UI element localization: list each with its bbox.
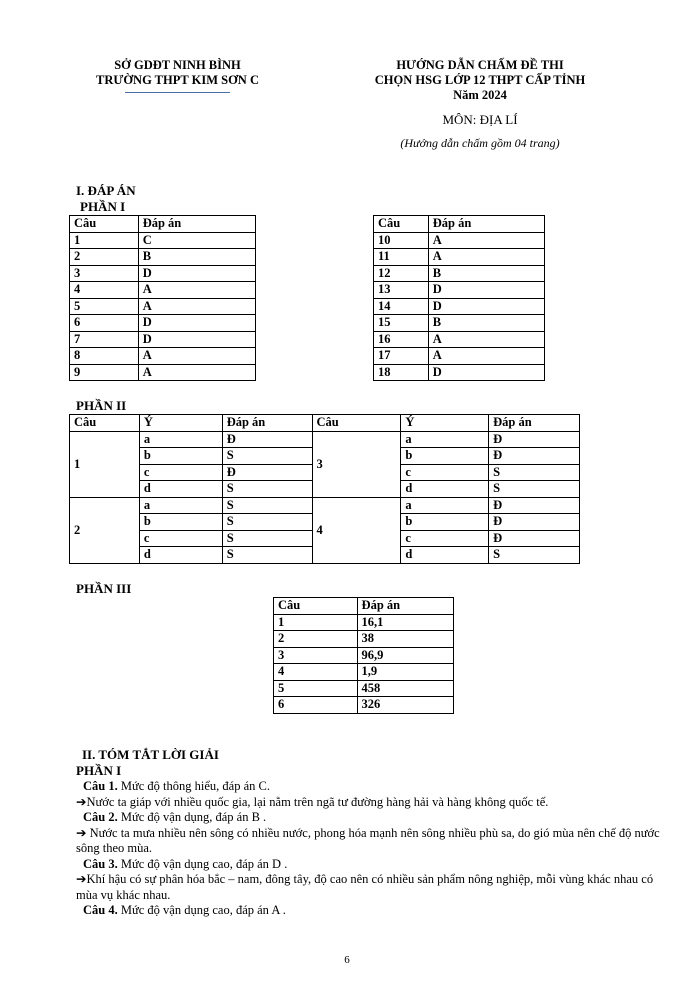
statement-letter: a — [401, 431, 489, 448]
answer-value: D — [428, 364, 544, 381]
answer-value: A — [138, 348, 255, 365]
section-1-title: I. ĐÁP ÁN — [76, 183, 136, 198]
question-number: 16 — [374, 331, 429, 348]
answer-value: B — [428, 265, 544, 282]
solution-text: Nước ta giáp với nhiều quốc gia, lại nằm trên ngã tư đường hàng hải và hàng không quốc tế. — [86, 794, 549, 809]
answer-value: 326 — [357, 697, 453, 714]
question-number: 13 — [374, 282, 429, 299]
statement-letter: a — [139, 497, 222, 514]
answer-value: Đ — [489, 448, 580, 465]
table-row — [274, 631, 454, 648]
answer-value: S — [222, 448, 312, 465]
answer-value: 1,9 — [357, 664, 453, 681]
answer-value: Đ — [489, 497, 580, 514]
table-row — [374, 249, 545, 266]
question-label: Câu 1. — [83, 779, 118, 793]
header-underline — [125, 92, 230, 93]
statement-letter: a — [401, 497, 489, 514]
question-number: 17 — [374, 348, 429, 365]
solution-question-line — [76, 903, 666, 919]
table-row — [70, 232, 256, 249]
answer-value: D — [428, 282, 544, 299]
answer-value: C — [138, 232, 255, 249]
col-header-y: Ý — [139, 415, 222, 432]
answer-value: S — [222, 530, 312, 547]
col-header-dap-an: Đáp án — [489, 415, 580, 432]
doc-title-line1: HƯỚNG DẪN CHẤM ĐỀ THI — [396, 58, 564, 72]
question-number: 7 — [70, 331, 139, 348]
question-number: 6 — [274, 697, 358, 714]
question-number: 9 — [70, 364, 139, 381]
table-row — [70, 315, 256, 332]
col-header-cau: Câu — [312, 415, 401, 432]
page-number: 6 — [344, 954, 350, 966]
question-label: Câu 2. — [83, 810, 118, 824]
answer-value: S — [489, 464, 580, 481]
statement-letter: c — [139, 464, 222, 481]
col-header-y: Ý — [401, 415, 489, 432]
statement-letter: d — [401, 547, 489, 564]
table-row — [70, 431, 580, 448]
question-number: 10 — [374, 232, 429, 249]
question-number: 1 — [70, 232, 139, 249]
solution-text: Nước ta mưa nhiều nên sông có nhiều nước, phong hóa mạnh nên sông nhiều phù sa, do gió mùa nên chế độ nước sông theo mùa. — [76, 825, 660, 855]
question-number: 12 — [374, 265, 429, 282]
answer-value: B — [428, 315, 544, 332]
solution-text: Mức độ vận dụng, đáp án B . — [117, 810, 267, 824]
col-header-cau: Câu — [274, 598, 358, 615]
question-number: 4 — [274, 664, 358, 681]
statement-letter: b — [139, 514, 222, 531]
page-count-note: (Hướng dẫn chấm gồm 04 trang) — [400, 136, 560, 150]
question-number: 3 — [274, 647, 358, 664]
question-number: 18 — [374, 364, 429, 381]
answer-value: S — [222, 547, 312, 564]
table-row — [70, 298, 256, 315]
answer-value: A — [428, 348, 544, 365]
table-row — [374, 315, 545, 332]
answer-value: A — [428, 249, 544, 266]
question-number: 2 — [70, 249, 139, 266]
answer-value: D — [138, 265, 255, 282]
table-row — [274, 647, 454, 664]
answer-value: B — [138, 249, 255, 266]
col-header-cau: Câu — [70, 216, 139, 233]
table-row — [70, 265, 256, 282]
solution-question-line — [76, 810, 666, 826]
answer-value: S — [222, 497, 312, 514]
answer-value: A — [138, 364, 255, 381]
question-label: Câu 4. — [83, 903, 118, 917]
table-row — [374, 265, 545, 282]
table-header-row — [70, 415, 580, 432]
answer-value: S — [489, 547, 580, 564]
solution-summary — [76, 779, 666, 919]
document-header — [345, 58, 615, 151]
department-name: SỞ GDĐT NINH BÌNH — [114, 58, 241, 72]
answer-value: A — [428, 331, 544, 348]
statement-letter: a — [139, 431, 222, 448]
solution-text: Khí hậu có sự phân hóa bắc – nam, đông tây, độ cao nên có nhiều sản phẩm nông nghiệp, mỗi vùng khác nhau có mùa vụ khác nhau. — [76, 872, 654, 902]
question-number: 6 — [70, 315, 139, 332]
col-header-dap-an: Đáp án — [357, 598, 453, 615]
table-row — [374, 298, 545, 315]
statement-letter: b — [139, 448, 222, 465]
table-row — [70, 282, 256, 299]
answer-value: Đ — [222, 464, 312, 481]
table-row — [374, 348, 545, 365]
doc-title-line2: CHỌN HSG LỚP 12 THPT CẤP TỈNH — [374, 73, 586, 87]
part-1-title: PHẦN I — [80, 199, 126, 214]
table-row — [70, 331, 256, 348]
school-name: TRƯỜNG THPT KIM SƠN C — [96, 73, 259, 87]
part-3-title: PHẦN III — [76, 581, 132, 596]
table-row — [70, 249, 256, 266]
answer-value: Đ — [489, 514, 580, 531]
arrow-right-icon: ➔ — [76, 794, 87, 809]
question-number: 3 — [312, 431, 401, 497]
table-header-row — [374, 216, 545, 233]
question-number: 4 — [70, 282, 139, 299]
question-number: 1 — [70, 431, 140, 497]
table-row — [374, 282, 545, 299]
answer-value: D — [428, 298, 544, 315]
statement-letter: d — [401, 481, 489, 498]
question-number: 15 — [374, 315, 429, 332]
statement-letter: d — [139, 481, 222, 498]
part-2-title: PHẦN II — [76, 398, 127, 413]
question-number: 4 — [312, 497, 401, 563]
table-row — [274, 697, 454, 714]
answer-value: Đ — [222, 431, 312, 448]
table-row — [274, 680, 454, 697]
question-number: 11 — [374, 249, 429, 266]
question-number: 5 — [274, 680, 358, 697]
answer-value: A — [138, 298, 255, 315]
statement-letter: c — [139, 530, 222, 547]
table-row — [374, 331, 545, 348]
col-header-dap-an: Đáp án — [428, 216, 544, 233]
solution-text: Mức độ vận dụng cao, đáp án D . — [117, 856, 288, 871]
answer-value: A — [428, 232, 544, 249]
answer-value: S — [222, 514, 312, 531]
question-number: 3 — [70, 265, 139, 282]
solution-text: Mức độ thông hiểu, đáp án C. — [117, 779, 270, 793]
answer-value: Đ — [489, 530, 580, 547]
part-1-answer-table-right — [373, 215, 545, 381]
col-header-dap-an: Đáp án — [138, 216, 255, 233]
statement-letter: c — [401, 464, 489, 481]
table-header-row — [274, 598, 454, 615]
solution-text: Mức độ vận dụng cao, đáp án A . — [117, 903, 286, 917]
statement-letter: d — [139, 547, 222, 564]
arrow-right-icon: ➔ — [76, 872, 87, 886]
answer-value: S — [489, 481, 580, 498]
statement-letter: b — [401, 448, 489, 465]
answer-value: Đ — [489, 431, 580, 448]
table-row — [274, 614, 454, 631]
part-1-answer-table-left — [69, 215, 256, 381]
table-header-row — [70, 216, 256, 233]
statement-letter: b — [401, 514, 489, 531]
subject-label: MÔN: ĐỊA LÍ — [442, 112, 518, 127]
section-2-title: II. TÓM TẮT LỜI GIẢI — [82, 747, 219, 762]
section-2-part-title: PHẦN I — [76, 763, 122, 778]
answer-value: S — [222, 481, 312, 498]
question-label: Câu 3. — [83, 856, 118, 871]
col-header-cau: Câu — [70, 415, 140, 432]
answer-value: D — [138, 315, 255, 332]
school-header — [60, 58, 295, 93]
question-number: 5 — [70, 298, 139, 315]
col-header-dap-an: Đáp án — [222, 415, 312, 432]
table-row — [70, 497, 580, 514]
table-row — [70, 364, 256, 381]
answer-value: 458 — [357, 680, 453, 697]
question-number: 2 — [70, 497, 140, 563]
answer-value: A — [138, 282, 255, 299]
answer-value: D — [138, 331, 255, 348]
question-number: 2 — [274, 631, 358, 648]
answer-value: 16,1 — [357, 614, 453, 631]
table-row — [374, 364, 545, 381]
solution-question-line — [76, 857, 666, 873]
question-number: 8 — [70, 348, 139, 365]
table-row — [274, 664, 454, 681]
doc-year: Năm 2024 — [453, 88, 507, 102]
solution-explanation — [76, 795, 666, 811]
solution-explanation — [76, 826, 666, 857]
solution-explanation — [76, 872, 666, 903]
solution-question-line — [76, 779, 666, 795]
question-number: 1 — [274, 614, 358, 631]
arrow-right-icon: ➔ — [76, 825, 87, 840]
part-3-answer-table — [273, 597, 454, 714]
table-row — [374, 232, 545, 249]
answer-value: 38 — [357, 631, 453, 648]
part-2-answer-table — [69, 414, 580, 564]
table-row — [70, 348, 256, 365]
question-number: 14 — [374, 298, 429, 315]
statement-letter: c — [401, 530, 489, 547]
col-header-cau: Câu — [374, 216, 429, 233]
answer-value: 96,9 — [357, 647, 453, 664]
